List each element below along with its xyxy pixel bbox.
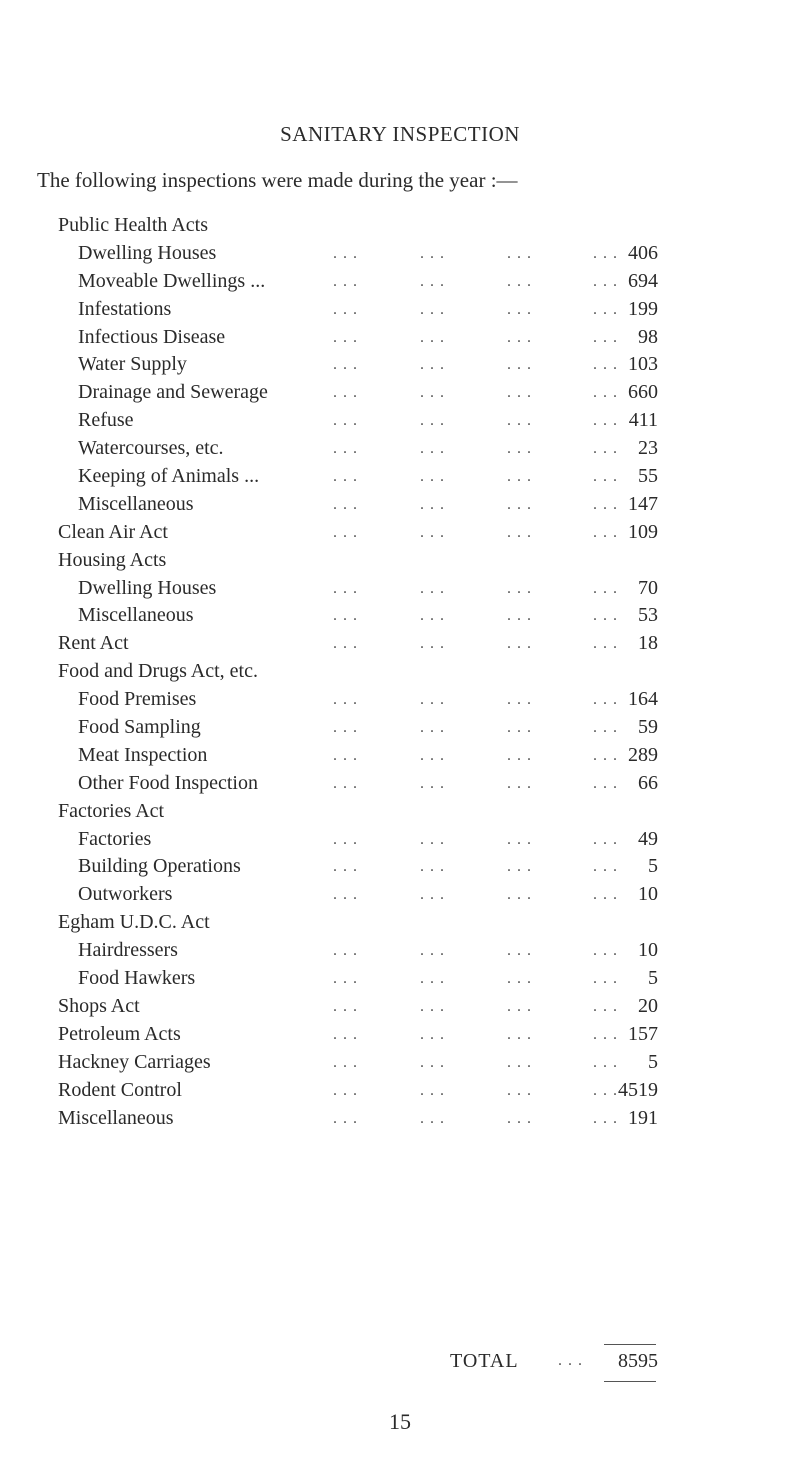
leader-dots: . . . [420,579,445,597]
leader-dots: . . . [593,774,618,792]
row-label: Keeping of Animals ... [78,465,260,488]
leader-dots: . . . [420,1081,445,1099]
leader-dots: . . . [420,997,445,1015]
leader-dots: . . . [333,412,358,430]
row-label: Hackney Carriages [58,1050,211,1073]
row-value: 98 [638,325,658,348]
leader-dots: . . . [507,607,532,625]
row-value: 49 [638,827,658,850]
table-row [58,826,658,854]
row-value: 199 [628,297,658,320]
leader-dots: . . . [420,970,445,988]
row-value: 55 [638,465,658,488]
table-row [58,1105,658,1133]
total-label: TOTAL [450,1350,519,1372]
table-row [58,407,658,435]
table-row [58,519,658,547]
row-label: Miscellaneous [58,1106,174,1129]
row-label: Petroleum Acts [58,1022,181,1045]
leader-dots: . . . [593,1025,618,1043]
leader-dots: . . . [333,523,358,541]
leader-dots: . . . [420,440,445,458]
row-label: Rent Act [58,632,129,655]
table-row [58,351,658,379]
row-label: Moveable Dwellings ... [78,269,266,292]
row-label: Watercourses, etc. [78,437,224,460]
leader-dots: . . . [507,830,532,848]
page-heading: SANITARY INSPECTION [280,122,520,146]
leader-dots: . . . [333,997,358,1015]
leader-dots: . . . [593,691,618,709]
leader-dots: . . . [420,942,445,960]
leader-dots: . . . [420,523,445,541]
table-row [58,937,658,965]
leader-dots: . . . [593,886,618,904]
inspection-table [58,212,658,1132]
row-value: 109 [628,520,658,543]
leader-dots: . . . [593,384,618,402]
row-label: Shops Act [58,994,140,1017]
table-row [58,268,658,296]
leader-dots: . . . [507,886,532,904]
leader-dots: . . . [507,1081,532,1099]
leader-dots: . . . [507,1109,532,1127]
leader-dots: . . . [593,1081,618,1099]
leader-dots: . . . [333,272,358,290]
row-label: Rodent Control [58,1078,182,1101]
leader-dots: . . . [333,244,358,262]
table-row [58,491,658,519]
row-value: 289 [628,743,658,766]
table-row [58,742,658,770]
leader-dots: . . . [333,886,358,904]
row-value: 10 [638,883,658,906]
row-label: Building Operations [78,855,241,878]
leader-dots: . . . [507,774,532,792]
table-row [58,547,658,575]
table-row [58,463,658,491]
row-value: 66 [638,771,658,794]
leader-dots: . . . [593,579,618,597]
row-value: 5 [648,1050,658,1073]
row-value: 103 [628,353,658,376]
leader-dots: . . . [333,1053,358,1071]
row-value: 411 [628,409,658,432]
leader-dots: . . . [507,970,532,988]
leader-dots: . . . [420,858,445,876]
row-label: Hairdressers [78,939,178,962]
leader-dots: . . . [593,607,618,625]
table-row [58,379,658,407]
leader-dots: . . . [593,244,618,262]
row-value: 4519 [618,1078,658,1101]
leader-dots: . . . [593,746,618,764]
leader-dots: . . . [593,997,618,1015]
leader-dots: . . . [333,495,358,513]
leader-dots: . . . [420,719,445,737]
leader-dots: . . . [333,1081,358,1099]
leader-dots: . . . [593,719,618,737]
leader-dots: . . . [593,942,618,960]
leader-dots: . . . [420,244,445,262]
row-label: Food Premises [78,688,197,711]
row-label: Egham U.D.C. Act [58,911,210,934]
leader-dots: . . . [507,858,532,876]
total-rule-top [604,1344,656,1345]
leader-dots: . . . [507,746,532,764]
leader-dots: . . . [420,830,445,848]
leader-dots: . . . [593,440,618,458]
leader-dots: . . . [593,356,618,374]
row-label: Infectious Disease [78,325,226,348]
table-row [58,686,658,714]
row-value: 406 [628,241,658,264]
row-label: Refuse [78,409,134,432]
leader-dots: . . . [507,635,532,653]
leader-dots: . . . [507,328,532,346]
leader-dots: . . . [593,468,618,486]
leader-dots: . . . [507,468,532,486]
row-label: Factories [78,827,152,850]
table-row [58,965,658,993]
leader-dots: . . . [507,244,532,262]
leader-dots: . . . [507,495,532,513]
leader-dots: . . . [507,691,532,709]
row-value: 164 [628,688,658,711]
row-value: 191 [628,1106,658,1129]
row-label: Dwelling Houses [78,241,217,264]
leader-dots: . . . [593,1053,618,1071]
leader-dots: . . . [420,1025,445,1043]
leader-dots: . . . [507,997,532,1015]
row-label: Drainage and Sewerage [78,381,268,404]
total-rule-bottom [604,1381,656,1382]
row-label: Miscellaneous [78,604,194,627]
table-row [58,853,658,881]
row-value: 59 [638,716,658,739]
row-value: 5 [648,967,658,990]
row-label: Infestations [78,297,172,320]
row-label: Food Sampling [78,716,201,739]
table-row [58,1077,658,1105]
table-row [58,575,658,603]
row-value: 53 [638,604,658,627]
row-label: Outworkers [78,883,173,906]
leader-dots: . . . [333,970,358,988]
leader-dots: . . . [507,1053,532,1071]
leader-dots: . . . [333,635,358,653]
leader-dots: . . . [507,440,532,458]
table-row [58,296,658,324]
table-row [58,714,658,742]
row-label: Water Supply [78,353,187,376]
leader-dots: . . . [420,384,445,402]
table-row [58,1049,658,1077]
leader-dots: . . . [420,412,445,430]
leader-dots: . . . [593,970,618,988]
leader-dots: . . . [507,719,532,737]
row-value: 23 [638,437,658,460]
row-label: Public Health Acts [58,214,208,236]
row-label: Food Hawkers [78,967,196,990]
intro-text: The following inspections were made during the year :— [37,168,518,192]
row-label: Dwelling Houses [78,576,217,599]
table-row [58,909,658,937]
leader-dots: . . . [593,495,618,513]
total-value: 8595 [618,1350,658,1372]
leader-dots: . . . [333,468,358,486]
row-label: Food and Drugs Act, etc. [58,660,258,683]
leader-dots: . . . [333,384,358,402]
table-row [58,881,658,909]
leader-dots: . . . [333,356,358,374]
row-label: Miscellaneous [78,492,194,515]
leader-dots: . . . [333,719,358,737]
row-label: Housing Acts [58,548,167,571]
leader-dots: . . . [507,272,532,290]
row-label: Meat Inspection [78,743,208,766]
leader-dots: . . . [333,328,358,346]
table-row [58,435,658,463]
row-value: 18 [638,632,658,655]
leader-dots: . . . [593,412,618,430]
leader-dots: . . . [593,300,618,318]
leader-dots: . . . [420,468,445,486]
table-row [58,602,658,630]
table-row [58,212,658,240]
leader-dots: . . . [333,774,358,792]
leader-dots: . . . [420,774,445,792]
leader-dots: . . . [593,830,618,848]
leader-dots: . . . [507,356,532,374]
leader-dots: . . . [593,328,618,346]
leader-dots: . . . [333,1025,358,1043]
leader-dots: . . . [420,691,445,709]
leader-dots: . . . [420,886,445,904]
page-number: 15 [389,1409,411,1434]
leader-dots: . . . [420,1109,445,1127]
row-label: Factories Act [58,799,165,822]
leader-dots: . . . [420,1053,445,1071]
leader-dots: . . . [333,579,358,597]
leader-dots: . . . [420,746,445,764]
leader-dots: . . . [420,300,445,318]
table-row [58,993,658,1021]
leader-dots: . . . [593,272,618,290]
table-row [58,630,658,658]
row-label: Clean Air Act [58,520,168,543]
table-row [58,770,658,798]
table-row [58,798,658,826]
leader-dots: . . . [507,579,532,597]
table-row [58,658,658,686]
leader-dots: . . . [333,607,358,625]
leader-dots: . . . [593,858,618,876]
table-row [58,1021,658,1049]
row-value: 694 [628,269,658,292]
leader-dots: . . . [420,495,445,513]
leader-dots: . . . [420,356,445,374]
leader-dots: . . . [333,440,358,458]
leader-dots: . . . [333,1109,358,1127]
leader-dots: . . . [333,300,358,318]
total-row [0,1346,800,1376]
row-value: 660 [628,381,658,404]
table-row [58,240,658,268]
row-value: 157 [628,1022,658,1045]
leader-dots: . . . [333,746,358,764]
leader-dots: . . . [333,830,358,848]
row-value: 5 [648,855,658,878]
leader-dots: . . . [333,858,358,876]
leader-dots: . . . [507,300,532,318]
leader-dots: . . . [507,384,532,402]
row-value: 70 [638,576,658,599]
row-value: 147 [628,492,658,515]
leader-dots: . . . [507,1025,532,1043]
leader-dots: . . . [333,691,358,709]
row-value: 20 [638,994,658,1017]
leader-dots: . . . [507,942,532,960]
leader-dots: . . . [593,1109,618,1127]
table-row [58,324,658,352]
leader-dots: . . . [593,635,618,653]
row-value: 10 [638,939,658,962]
leader-dots: . . . [420,272,445,290]
leader-dots: . . . [420,607,445,625]
leader-dots: . . . [333,942,358,960]
leader-dots: . . . [593,523,618,541]
total-leader-dots: . . . [558,1352,583,1369]
leader-dots: . . . [507,412,532,430]
leader-dots: . . . [420,635,445,653]
row-label: Other Food Inspection [78,771,258,794]
leader-dots: . . . [420,328,445,346]
leader-dots: . . . [507,523,532,541]
